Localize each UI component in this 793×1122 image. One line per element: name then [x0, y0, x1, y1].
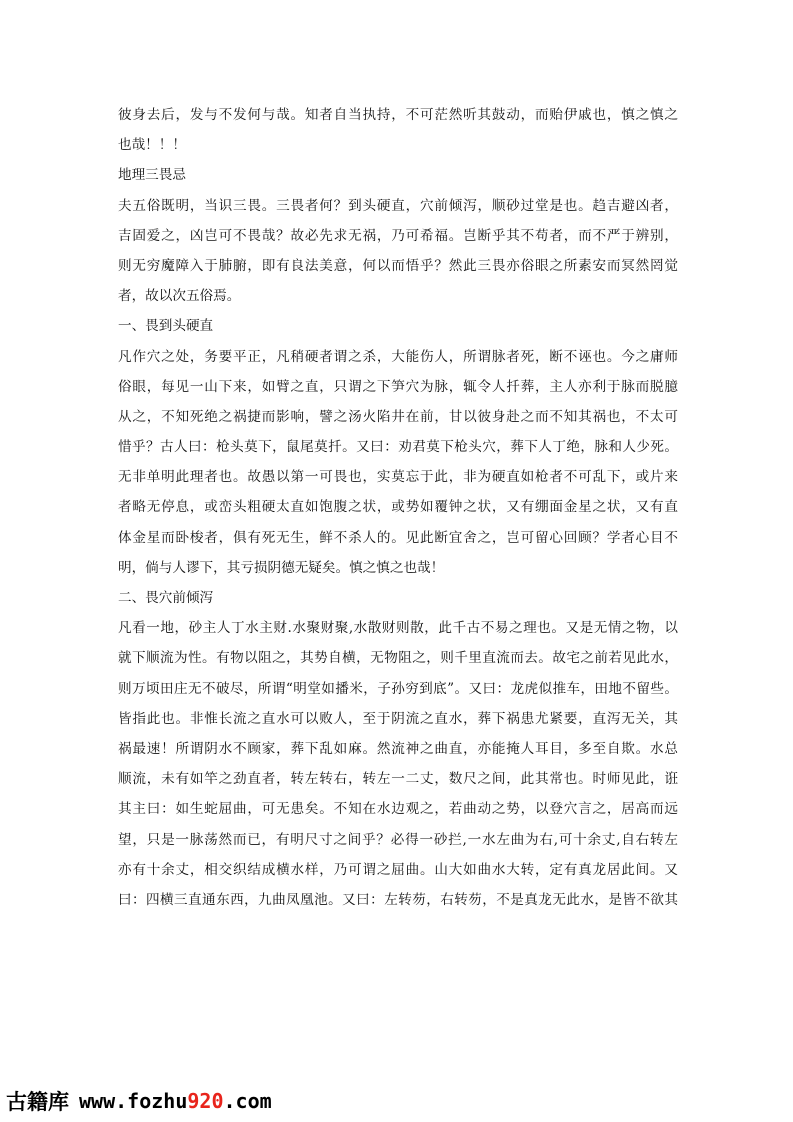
text-line: 俗眼，每见一山下来，如臂之直，只谓之下笋穴为脉，辄令人扦葬，主人亦利于脉而脱臆 — [118, 378, 678, 395]
site-name: 古籍库 — [6, 1090, 69, 1114]
text-line: 望，只是一脉荡然而已，有明尺寸之间乎？必得一砂拦,一水左曲为右,可十余丈,自右转左 — [118, 831, 678, 848]
text-line: 其主曰：如生蛇屈曲，可无患矣。不知在水边观之，若曲动之势，以登穴言之，居高而远 — [118, 801, 678, 818]
site-url-prefix: www. — [79, 1089, 128, 1113]
text-line: 体金星而卧梭者，俱有死无生，鲜不杀人的。见此断宜舍之，岂可留心回顾？学者心目不 — [118, 529, 678, 546]
text-line: 无非单明此理者也。故愚以第一可畏也，实莫忘于此，非为硬直如枪者不可乱下，或片来 — [118, 469, 678, 486]
text-line: 顺流，未有如竿之劲直者，转左转右，转左一二丈，数尺之间，此其常也。时师见此，诳 — [118, 771, 678, 788]
text-line: 者略无停息，或峦头粗硬太直如饱腹之状，或势如覆钟之状，又有绷面金星之状，又有直 — [118, 499, 678, 516]
section-heading: 二、畏穴前倾泻 — [118, 590, 214, 606]
text-line: 凡作穴之处，务要平正，凡稍硬者谓之杀，大能伤人，所谓脉者死，断不诬也。今之庸师 — [118, 348, 678, 365]
text-line: 亦有十余丈，相交织结成横水样，乃可谓之屈曲。山大如曲水大转，定有真龙居此间。又 — [118, 861, 678, 878]
site-url-host: fozhu — [127, 1089, 188, 1113]
text-line: 从之，不知死绝之祸捷而影响，譬之汤火陷井在前，甘以彼身赴之而不知其祸也，不太可 — [118, 408, 678, 425]
watermark-footer — [6, 1086, 272, 1116]
text-line: 吉固爱之，凶岂可不畏哉？故必先求无祸，乃可希福。岂断乎其不苟者，而不严于辨别， — [118, 227, 678, 244]
text-line: 皆指此也。非惟长流之直水可以败人，至于阴流之直水，葬下祸患尤紧要，直泻无关，其 — [118, 710, 678, 727]
text-line: 夫五俗既明，当识三畏。三畏者何？到头硬直，穴前倾泻，顺砂过堂是也。趋吉避凶者， — [118, 197, 678, 214]
text-line: 祸最速！所谓阴水不顾家，葬下乱如麻。然流神之曲直，亦能掩人耳目，多至自欺。水总 — [118, 740, 678, 757]
site-url-number: 920 — [187, 1089, 224, 1113]
text-line: 也哉！！！ — [118, 137, 186, 154]
site-url-suffix: .com — [223, 1089, 272, 1113]
text-line: 凡看一地，砂主人丁水主财.水聚财聚,水散财则散，此千古不易之理也。又是无情之物，以 — [118, 620, 678, 637]
text-line: 彼身去后，发与不发何与哉。知者自当执持，不可茫然听其鼓动，而贻伊戚也，慎之慎之 — [118, 107, 678, 123]
section-heading: 一、畏到头硬直 — [118, 318, 214, 335]
text-line: 者，故以次五俗焉。 — [118, 288, 241, 305]
document-body — [118, 100, 678, 915]
text-line: 曰：四横三直通东西，九曲凤凰池。又曰：左转芴，右转芴，不是真龙无此水，是皆不欲其 — [118, 891, 678, 908]
section-heading: 地理三畏忌 — [118, 167, 186, 184]
text-line: 则万顷田庄无不破尽，所谓“明堂如播米，子孙穷到底”。又曰：龙虎似推车，田地不留些。 — [118, 680, 678, 697]
text-line: 就下顺流为性。有物以阻之，其势自横，无物阻之，则千里直流而去。故宅之前若见此水， — [118, 650, 678, 667]
text-line: 则无穷魔障入于肺腑，即有良法美意，何以而悟乎？然此三畏亦俗眼之所素安而冥然罔觉 — [118, 257, 678, 274]
text-line: 明，倘与人谬下，其亏损阴德无疑矣。慎之慎之也哉！ — [118, 559, 445, 576]
text-line: 惜乎？古人曰：枪头莫下，鼠尾莫扦。又曰：劝君莫下枪头穴，葬下人丁绝，脉和人少死。 — [118, 439, 678, 456]
